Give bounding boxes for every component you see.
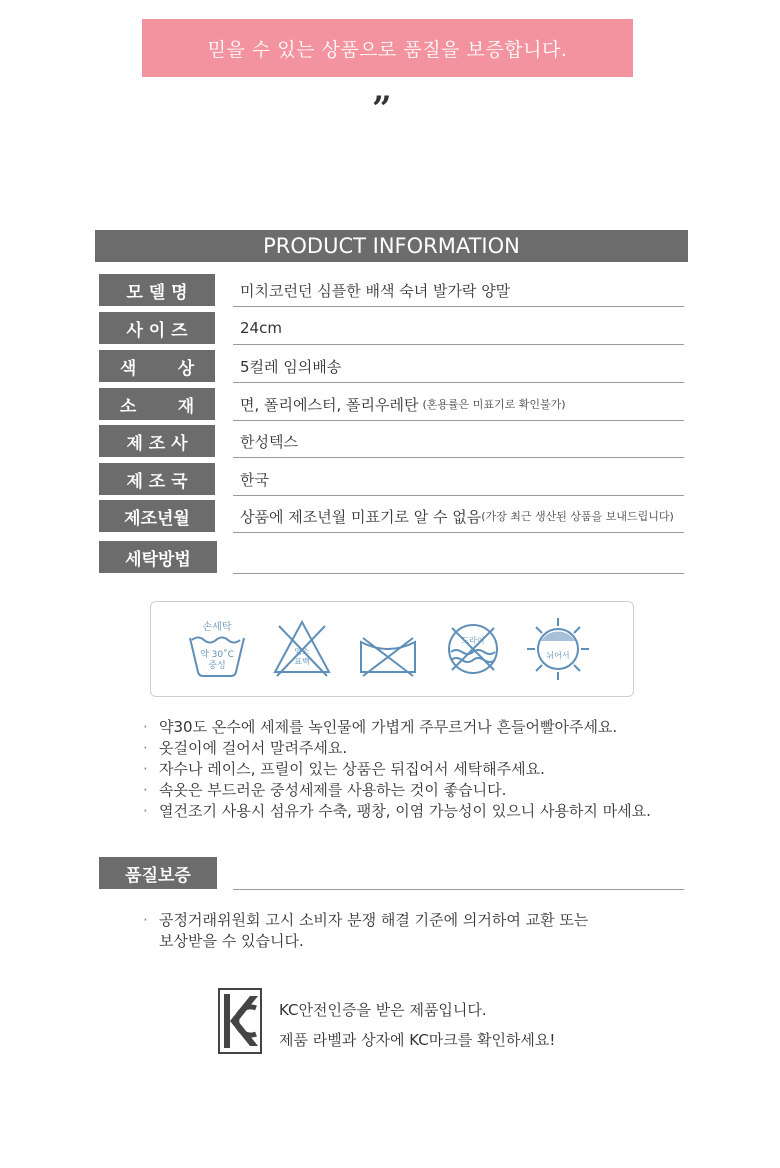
no-dry-clean-text: 드라이 — [461, 636, 485, 645]
info-row-size — [99, 312, 684, 346]
no-bleach-icon — [269, 616, 335, 682]
kc-mark-icon — [218, 988, 262, 1054]
care-symbols-box — [150, 601, 634, 697]
quality-guarantee-text — [143, 910, 703, 952]
list-item: · 속옷은 부드러운 중성세제를 사용하는 것이 좋습니다. — [143, 781, 507, 799]
hand-wash-temp-text: 약 30˚C — [200, 650, 234, 660]
info-label: 제 조 사 — [99, 425, 215, 457]
quality-guarantee-row — [99, 857, 684, 891]
info-value: 한성텍스 — [233, 425, 684, 458]
info-note: (가장 최근 생산된 상품을 보내드립니다) — [481, 510, 674, 523]
info-label: 색 상 — [99, 350, 215, 382]
info-row-manufacture-date — [99, 500, 684, 534]
list-item: · 자수나 레이스, 프릴이 있는 상품은 뒤집어서 세탁해주세요. — [143, 760, 545, 778]
info-label: 사 이 즈 — [99, 312, 215, 344]
kc-logo-text: KC — [239, 1052, 241, 1053]
kc-text-line-1: KC안전인증을 받은 제품입니다. — [279, 1001, 487, 1019]
info-label: 제조년월 — [99, 500, 215, 532]
hand-wash-top-text: 손세탁 — [202, 622, 232, 633]
product-information-title: PRODUCT INFORMATION — [263, 234, 520, 258]
dry-flat-icon — [525, 616, 591, 682]
no-bleach-text-2: 표백 — [294, 657, 310, 666]
washing-instructions-list — [143, 717, 703, 822]
info-row-model — [99, 274, 684, 308]
info-label: 제 조 국 — [99, 463, 215, 495]
washing-method-line — [233, 541, 684, 574]
list-item: · 옷걸이에 걸어서 말려주세요. — [143, 739, 348, 757]
list-item: · 열건조기 사용시 섬유가 수축, 팽창, 이염 가능성이 있으니 사용하지 마세요. — [143, 802, 651, 820]
no-bleach-text-1: 염소 — [294, 647, 310, 656]
no-dry-clean-icon — [440, 616, 506, 682]
quality-guarantee-line — [233, 857, 684, 890]
closing-quote-icon: ” — [372, 89, 392, 129]
list-item: 보상받을 수 있습니다. — [159, 932, 304, 950]
washing-method-label: 세탁방법 — [99, 541, 217, 573]
info-row-country — [99, 463, 684, 497]
quality-guarantee-label: 품질보증 — [99, 857, 217, 889]
info-value: 24cm — [233, 312, 684, 345]
info-row-color — [99, 350, 684, 384]
washing-method-row — [99, 541, 684, 575]
list-item: · 약30도 온수에 세제를 녹인물에 가볍게 주무르거나 흔들어빨아주세요. — [143, 718, 618, 736]
info-value: 면, 폴리에스터, 폴리우레탄 (혼용률은 미표기로 확인불가) — [233, 388, 684, 421]
kc-text-line-2: 제품 라벨과 상자에 KC마크를 확인하세요! — [279, 1031, 556, 1049]
info-value: 한국 — [233, 463, 684, 496]
info-note: (혼용률은 미표기로 확인불가) — [422, 398, 566, 411]
list-item: · 공정거래위원회 고시 소비자 분쟁 해결 기준에 의거하여 교환 또는 — [143, 911, 589, 929]
quality-banner — [142, 19, 633, 77]
info-row-manufacturer — [99, 425, 684, 459]
info-value: 상품에 제조년월 미표기로 알 수 없음 (가장 최근 생산된 상품을 보내드립니다) — [233, 500, 684, 533]
no-iron-icon — [355, 616, 421, 682]
info-label: 모 델 명 — [99, 274, 215, 306]
info-value: 미치코런던 심플한 배색 숙녀 발가락 양말 — [233, 274, 684, 307]
info-value: 5컬레 임의배송 — [233, 350, 684, 383]
dry-flat-text: 뉘어서 — [546, 651, 570, 660]
hand-wash-detergent-text: 중성 — [208, 661, 226, 671]
product-information-header — [95, 230, 688, 262]
info-row-material — [99, 388, 684, 422]
info-label: 소 재 — [99, 388, 215, 420]
hand-wash-icon — [184, 616, 250, 682]
banner-text: 믿을 수 있는 상품으로 품질을 보증합니다. — [207, 38, 568, 61]
